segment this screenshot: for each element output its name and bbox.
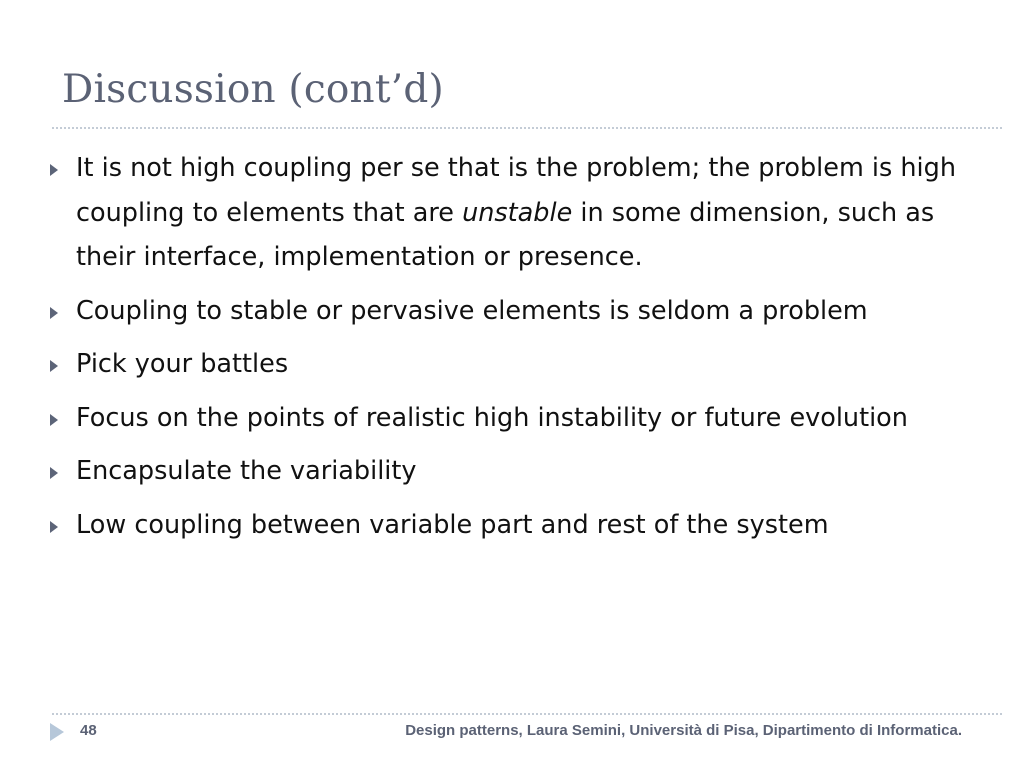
bullet-triangle-icon bbox=[50, 164, 58, 176]
bullet-item bbox=[48, 342, 978, 387]
bullet-triangle-icon bbox=[50, 360, 58, 372]
slide-title: Discussion (cont’d) bbox=[62, 67, 444, 112]
bullet-text: Pick your battles bbox=[76, 349, 289, 379]
bullet-text: Encapsulate the variability bbox=[76, 456, 417, 486]
bullet-text: Focus on the points of realistic high instability or future evolution bbox=[76, 402, 908, 433]
bullet-text: Coupling to stable or pervasive elements is seldom a problem bbox=[76, 295, 868, 326]
footer-credit: Design patterns, Laura Semini, Università di Pisa, Dipartimento di Informatica. bbox=[405, 722, 962, 739]
bullet-text-emphasis: unstable bbox=[462, 197, 573, 228]
bullet-item bbox=[48, 289, 978, 334]
footer-triangle-icon bbox=[50, 723, 64, 741]
bullet-text: in some dimension, such as their interface, implementation or presence. bbox=[76, 197, 935, 272]
bullet-item bbox=[48, 146, 978, 280]
bullet-triangle-icon bbox=[50, 307, 58, 319]
bullet-item bbox=[48, 449, 978, 494]
bullet-text: Low coupling between variable part and rest of the system bbox=[76, 509, 829, 540]
title-divider bbox=[52, 127, 1002, 129]
bullet-triangle-icon bbox=[50, 467, 58, 479]
bullet-item bbox=[48, 503, 978, 548]
bullet-triangle-icon bbox=[50, 414, 58, 426]
bullet-list bbox=[48, 146, 978, 556]
bullet-triangle-icon bbox=[50, 521, 58, 533]
page-number: 48 bbox=[80, 722, 97, 739]
footer-divider bbox=[52, 713, 1002, 715]
bullet-item bbox=[48, 396, 978, 441]
bullet-text: It is not high coupling per se that is the problem; the problem is high coupling to elements that are bbox=[76, 153, 956, 228]
